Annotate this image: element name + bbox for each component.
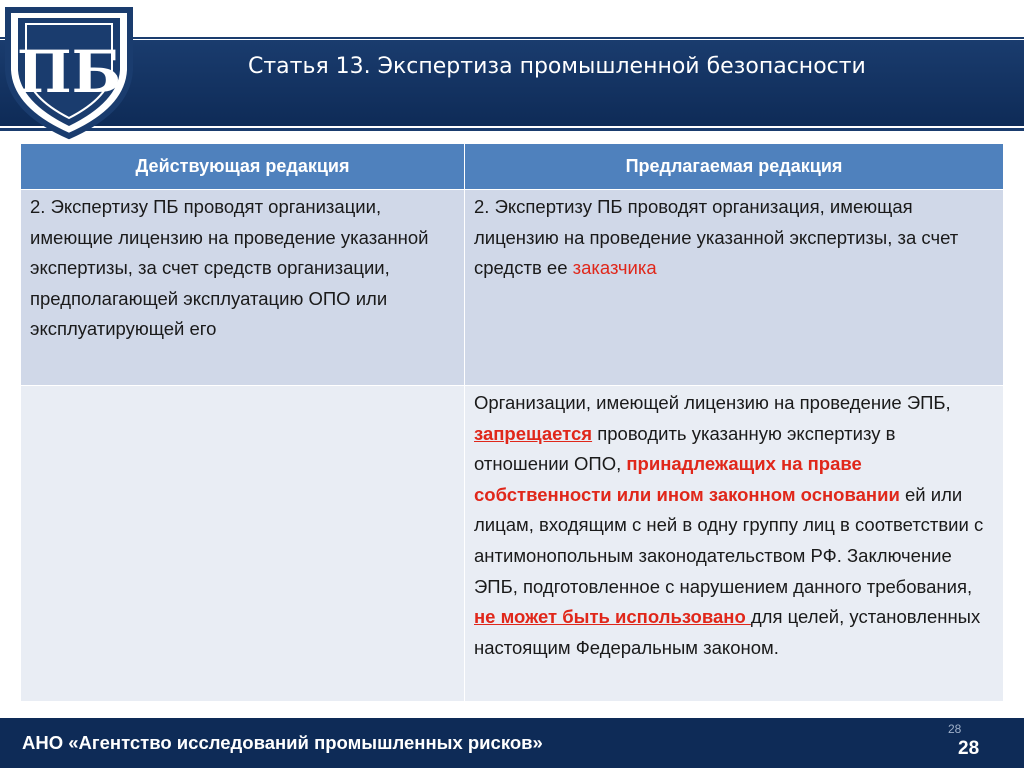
- footer: [0, 718, 1024, 768]
- cell-proposed-row1: [465, 190, 1004, 386]
- proposed-row2-cannot-use: не может быть использовано: [474, 606, 751, 628]
- header: [0, 0, 1024, 135]
- slide-title: Статья 13. Экспертиза промышленной безопасности: [248, 54, 866, 79]
- page-number: 28: [958, 738, 980, 759]
- shield-icon: [0, 0, 138, 140]
- column-header-proposed: Предлагаемая редакция: [465, 144, 1004, 190]
- header-line-bottom: [0, 128, 1024, 131]
- proposed-row2-part5: ей или лицам, входящим с ней в одну группу лиц в соответствии с антимонопольным законодательством РФ. Заключение ЭПБ, подготовленное с нарушением данного требования,: [474, 483, 984, 597]
- header-line-top: [0, 37, 1024, 39]
- column-header-current: Действующая редакция: [21, 144, 465, 190]
- logo-text: ПБ: [16, 38, 122, 106]
- cell-current-row1: 2. Экспертизу ПБ проводят организации, имеющие лицензию на проведение указанной экспертизы, за счет средств организации, предполагающей эксплуатацию ОПО или эксплуатирующей его: [21, 190, 465, 386]
- comparison-table: [20, 143, 1004, 702]
- table-header-row: [21, 144, 1004, 190]
- proposed-row2-part1: Организации, имеющей лицензию на проведение ЭПБ,: [474, 392, 951, 413]
- header-band: [0, 40, 1024, 126]
- proposed-row2-part7: для целей, установленных настоящим Федеральным законом.: [474, 606, 981, 658]
- proposed-row1-text: 2. Экспертизу ПБ проводят организация, имеющая лицензию на проведение указанной экспертизы, за счет средств ее: [474, 196, 959, 279]
- cell-current-row2: [21, 386, 465, 702]
- table-row: [21, 190, 1004, 386]
- page-number-small: 28: [948, 722, 962, 736]
- table-row: [21, 386, 1004, 702]
- proposed-row2-part3: проводить указанную экспертизу в отношении ОПО,: [474, 422, 896, 475]
- footer-org: АНО «Агентство исследований промышленных рисков»: [22, 732, 543, 753]
- cell-proposed-row2: [465, 386, 1004, 702]
- proposed-row2-ownership: принадлежащих на праве собственности или ином законном основании: [474, 453, 900, 505]
- proposed-row2-prohibited: запрещается: [474, 422, 593, 444]
- proposed-row1-highlight: заказчика: [572, 257, 657, 279]
